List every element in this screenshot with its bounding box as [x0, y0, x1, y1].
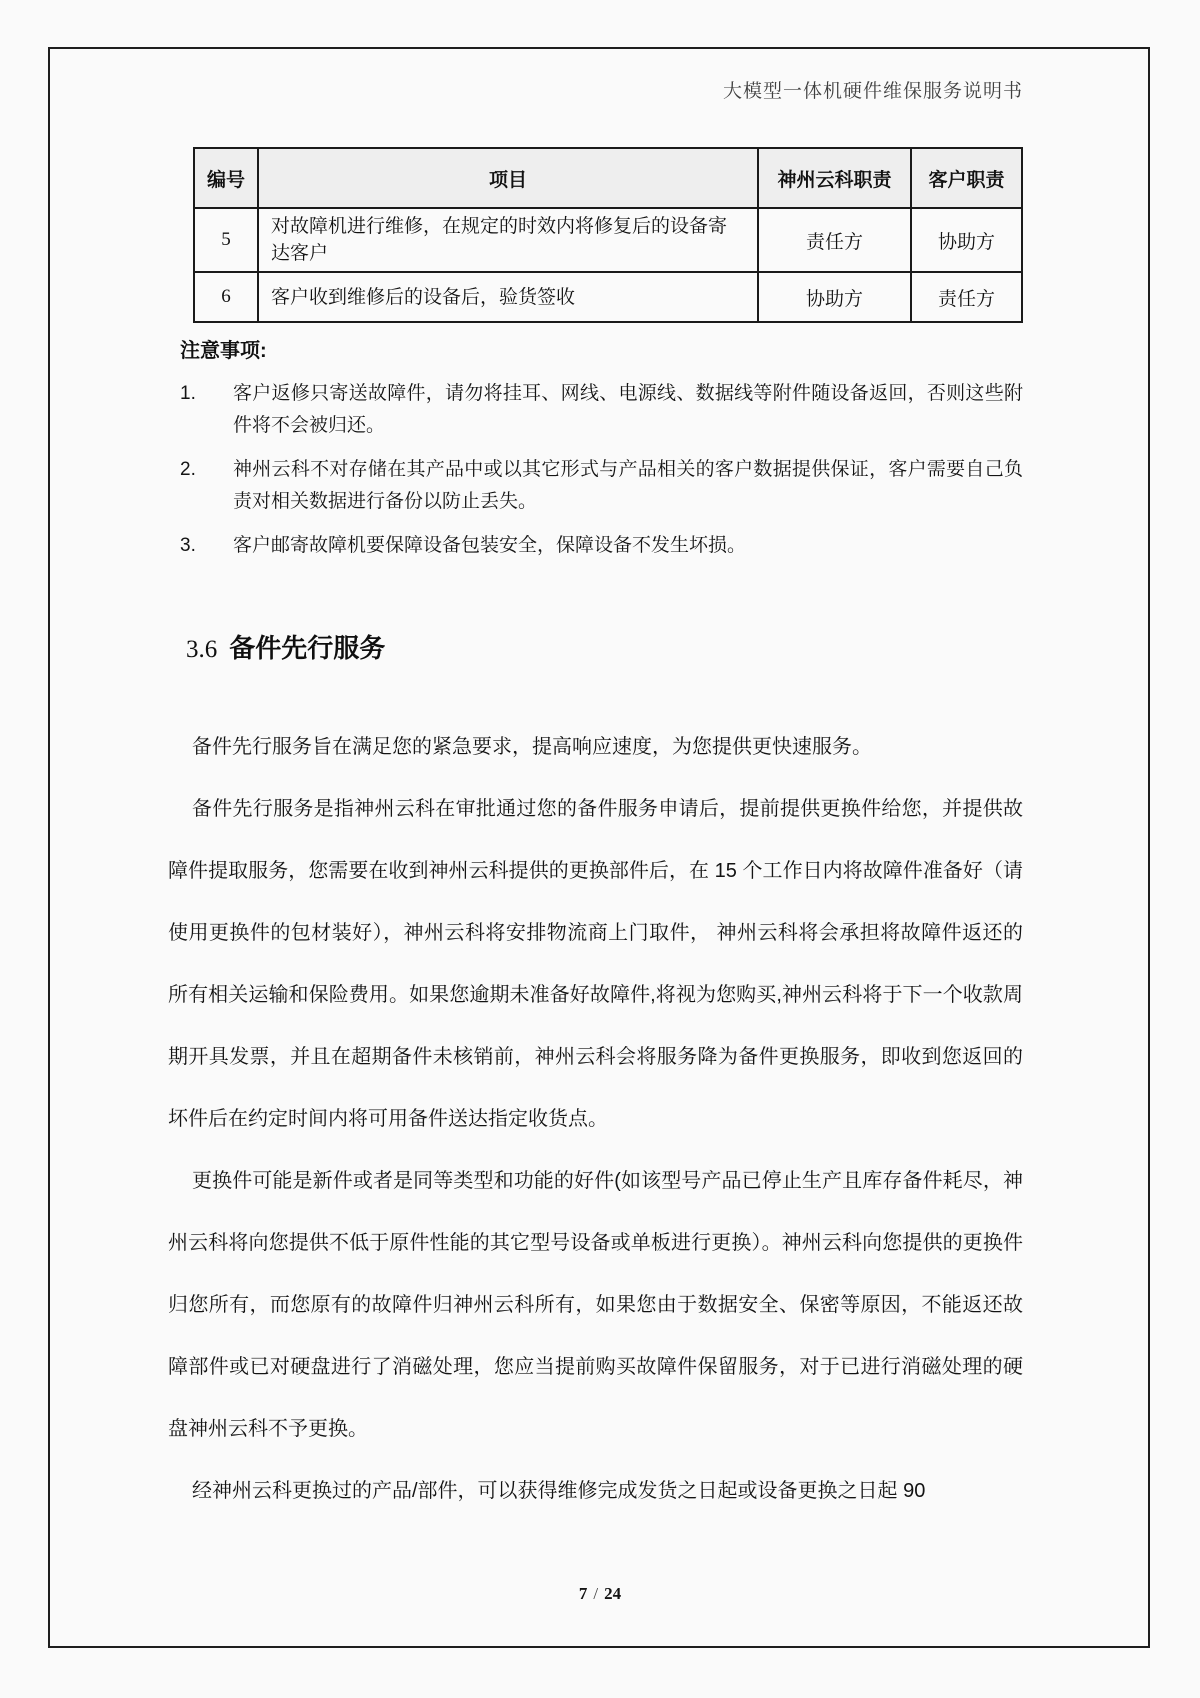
paragraph: 备件先行服务旨在满足您的紧急要求，提高响应速度，为您提供更快速服务。 [192, 736, 872, 758]
document-header-title: 大模型一体机硬件维保服务说明书 [722, 81, 1023, 102]
section-title: 备件先行服务 [229, 633, 386, 663]
current-page-number: 7 [578, 1584, 588, 1603]
section-heading [186, 632, 385, 666]
column-header-vendor-role: 神州云科职责 [758, 148, 911, 208]
paragraph: 经神州云科更换过的产品/部件，可以获得维修完成发货之日起或设备更换之日起 90 [192, 1480, 926, 1502]
list-item-number: 1. [180, 383, 196, 404]
notes-title: 注意事项: [180, 340, 267, 362]
cell-customer-role: 责任方 [911, 272, 1022, 322]
page-number-separator: / [593, 1584, 599, 1603]
cell-number: 6 [194, 272, 258, 322]
responsibility-table [193, 147, 1023, 323]
list-item-text: 神州云科不对存储在其产品中或以其它形式与产品相关的客户数据提供保证，客户需要自己负责对相关数据进行备份以防止丢失。 [233, 459, 1023, 512]
paragraph: 备件先行服务是指神州云科在审批通过您的备件服务申请后，提前提供更换件给您，并提供故障件提取服务，您需要在收到神州云科提供的更换部件后，在 15 个工作日内将故障件准备好（请使用更换件的包材装好），神州云科将安排物流商上门取件， 神州云科将会承担将故障件返还的所有相关运输和保险费用。如果您逾期未准备好故障件,将视为您购买,神州云科将于下一个收款周期开具发票，并且在超期备件未核销前，神州云科会将服务降为备件更换服务，即收到您返回的坏件后在约定时间内将可用备件送达指定收货点。 [168, 798, 1023, 1130]
list-item-text: 客户邮寄故障机要保障设备包装安全，保障设备不发生坏损。 [233, 535, 747, 556]
cell-vendor-role: 协助方 [758, 272, 911, 322]
section-number: 3.6 [186, 636, 218, 663]
cell-number: 5 [194, 208, 258, 272]
notes-section [180, 338, 1023, 574]
section-body [168, 716, 1023, 1522]
column-header-item: 项目 [258, 148, 758, 208]
column-header-number: 编号 [194, 148, 258, 208]
table-header-row [194, 148, 1022, 208]
cell-item: 对故障机进行维修，在规定的时效内将修复后的设备寄达客户 [258, 208, 758, 272]
cell-item: 客户收到维修后的设备后，验货签收 [258, 272, 758, 322]
list-item-number: 3. [180, 535, 196, 556]
page-number-footer [0, 1584, 1200, 1604]
column-header-customer-role: 客户职责 [911, 148, 1022, 208]
list-item-number: 2. [180, 459, 196, 480]
list-item [180, 378, 1023, 442]
list-item [180, 454, 1023, 518]
table-row [194, 208, 1022, 272]
total-page-count: 24 [604, 1584, 622, 1603]
table-row [194, 272, 1022, 322]
cell-vendor-role: 责任方 [758, 208, 911, 272]
list-item-text: 客户返修只寄送故障件，请勿将挂耳、网线、电源线、数据线等附件随设备返回，否则这些附件将不会被归还。 [233, 383, 1023, 436]
cell-customer-role: 协助方 [911, 208, 1022, 272]
list-item [180, 530, 1023, 562]
paragraph: 更换件可能是新件或者是同等类型和功能的好件(如该型号产品已停止生产且库存备件耗尽，神州云科将向您提供不低于原件性能的其它型号设备或单板进行更换）。神州云科向您提供的更换件归您所有，而您原有的故障件归神州云科所有，如果您由于数据安全、保密等原因，不能返还故障部件或已对硬盘进行了消磁处理，您应当提前购买故障件保留服务，对于已进行消磁处理的硬盘神州云科不予更换。 [168, 1170, 1023, 1440]
